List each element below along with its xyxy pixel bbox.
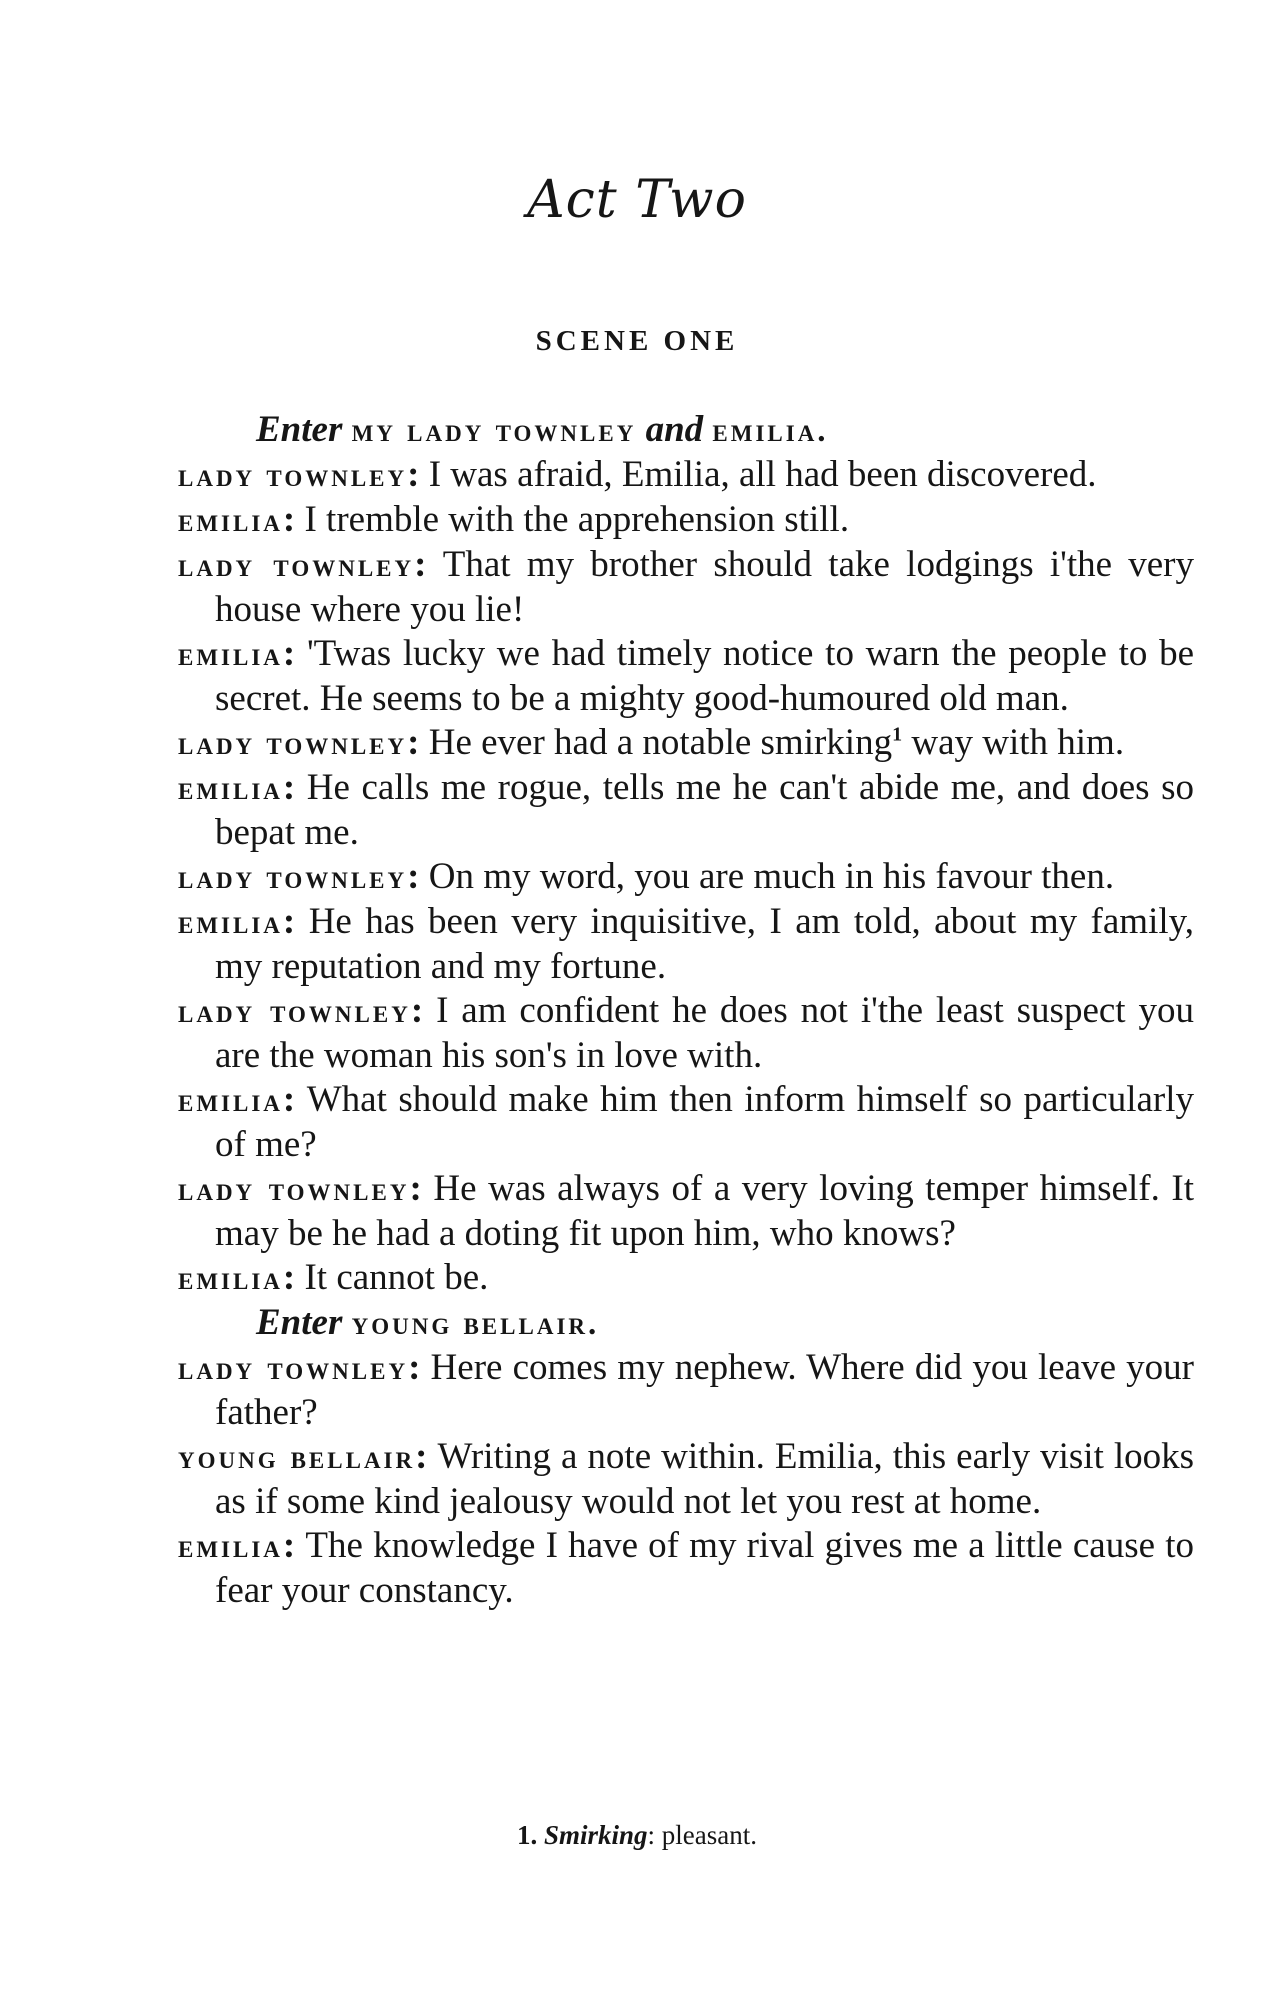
speech-text: He calls me rogue, tells me he can't abide me, and does so bepat me.	[215, 767, 1194, 853]
speech-text: He ever had a notable smirking	[428, 722, 893, 763]
speaker-name: lady townley	[178, 458, 408, 494]
speech-text: Here comes my nephew. Where did you leave your father?	[215, 1347, 1195, 1433]
scene-title: SCENE ONE	[535, 325, 739, 357]
speaker-name: emilia	[178, 905, 283, 941]
speaker-name: lady townley	[178, 726, 408, 762]
dialogue-line: lady townley: He was always of a very loving temper himself. It may be he had a doting fit upon him, who knows?	[178, 1168, 1194, 1254]
speech-text: On my word, you are much in his favour then.	[428, 856, 1115, 897]
footnote-term: Smirking	[543, 1820, 648, 1850]
speaker-name: emilia	[178, 1529, 283, 1565]
speech-text: That my brother should take lodgings i'the very house where you lie!	[215, 544, 1195, 630]
speech-text: way with him.	[902, 722, 1125, 763]
stage-character: emilia.	[712, 413, 829, 449]
speech-text: The knowledge I have of my rival gives me a little cause to fear your constancy.	[215, 1525, 1195, 1611]
speaker-name: emilia	[178, 1083, 283, 1119]
act-title: Act Two	[527, 170, 747, 230]
dialogue-line: emilia: 'Twas lucky we had timely notice to warn the people to be secret. He seems to be a mighty good-humoured old man.	[178, 633, 1194, 719]
speech-text: I was afraid, Emilia, all had been discovered.	[428, 454, 1097, 495]
stage-character: young bellair.	[351, 1306, 600, 1342]
stage-enter-word: Enter	[256, 409, 343, 450]
speech-text: He was always of a very loving temper himself. It may be he had a doting fit upon him, who knows?	[215, 1168, 1194, 1254]
speech-text: 'Twas lucky we had timely notice to warn the people to be secret. He seems to be a mighty good-humoured old man.	[215, 633, 1194, 719]
speaker-name: emilia	[178, 637, 283, 673]
footnote-definition: : pleasant.	[647, 1820, 757, 1850]
dialogue-line: lady townley: I was afraid, Emilia, all had been discovered.	[178, 454, 1097, 495]
speaker-name: lady townley	[178, 548, 415, 584]
stage-direction-entrance	[178, 408, 1194, 453]
dialogue-line: lady townley: That my brother should take lodgings i'the very house where you lie!	[178, 544, 1195, 630]
stage-and-word: and	[645, 409, 704, 450]
footnote	[0, 1820, 1274, 1851]
stage-character: my lady townley	[351, 413, 637, 449]
dialogue-line: emilia: He has been very inquisitive, I am told, about my family, my reputation and my fortune.	[178, 901, 1194, 987]
dialogue-line: emilia: I tremble with the apprehension still.	[178, 499, 850, 540]
speech-text: What should make him then inform himself so particularly of me?	[215, 1079, 1194, 1165]
stage-direction-entrance	[178, 1301, 1194, 1346]
dialogue-line: lady townley: I am confident he does not i'the least suspect you are the woman his son's in love with.	[178, 990, 1194, 1076]
speaker-name: young bellair	[178, 1440, 416, 1476]
speaker-name: lady townley	[178, 1351, 409, 1387]
speaker-name: emilia	[178, 771, 283, 807]
footnote-reference: 1	[892, 723, 903, 746]
dialogue-line: lady townley: On my word, you are much in his favour then.	[178, 856, 1115, 897]
play-text	[178, 408, 1194, 1613]
speech-text: It cannot be.	[304, 1257, 489, 1298]
dialogue-line: emilia: It cannot be.	[178, 1257, 489, 1298]
stage-enter-word: Enter	[256, 1302, 343, 1343]
dialogue-line: young bellair: Writing a note within. Emilia, this early visit looks as if some kind jealousy would not let you rest at home.	[178, 1436, 1194, 1522]
dialogue-line: emilia: What should make him then inform himself so particularly of me?	[178, 1079, 1194, 1165]
speaker-name: emilia	[178, 1261, 283, 1297]
dialogue-line: lady townley: Here comes my nephew. Where did you leave your father?	[178, 1347, 1195, 1433]
speech-text: I tremble with the apprehension still.	[304, 499, 850, 540]
dialogue-line: emilia: The knowledge I have of my rival gives me a little cause to fear your constancy.	[178, 1525, 1195, 1611]
footnote-number: 1.	[516, 1820, 538, 1850]
speaker-name: emilia	[178, 503, 283, 539]
speech-text: I am confident he does not i'the least suspect you are the woman his son's in love with.	[215, 990, 1194, 1076]
speaker-name: lady townley	[178, 860, 408, 896]
speech-text: Writing a note within. Emilia, this early visit looks as if some kind jealousy would not let you rest at home.	[215, 1436, 1194, 1522]
speech-text: He has been very inquisitive, I am told, about my family, my reputation and my fortune.	[215, 901, 1194, 987]
speaker-name: lady townley	[178, 994, 411, 1030]
dialogue-line: emilia: He calls me rogue, tells me he can't abide me, and does so bepat me.	[178, 767, 1194, 853]
speaker-name: lady townley	[178, 1172, 410, 1208]
dialogue-line: lady townley: He ever had a notable smirking$^1$ way with him.	[178, 722, 1125, 763]
